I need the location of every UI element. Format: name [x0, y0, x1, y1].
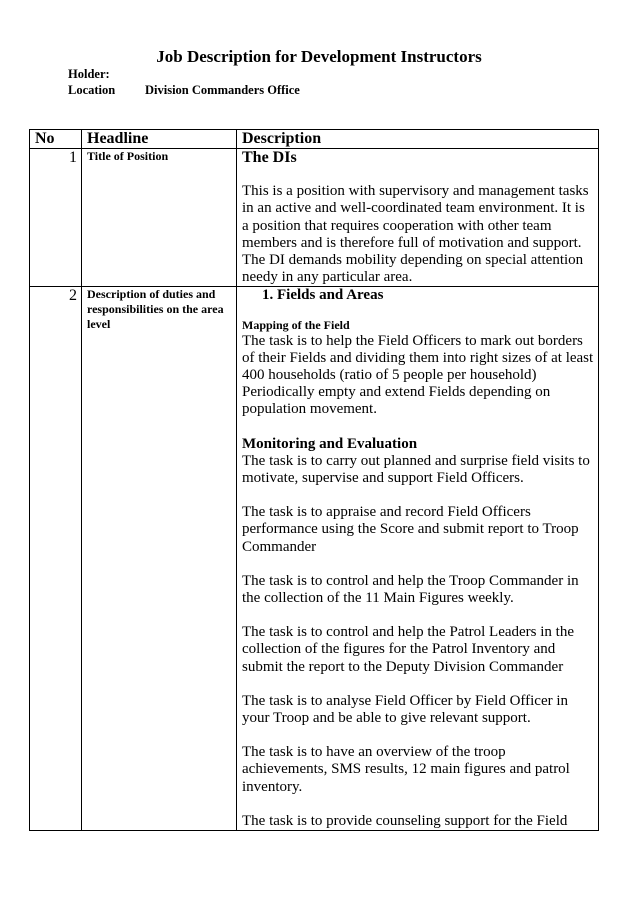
table-row — [30, 149, 599, 287]
column-header-headline: Headline — [82, 130, 237, 149]
row-headline: Title of Position — [82, 149, 237, 287]
row-number: 2 — [30, 287, 82, 831]
row-number: 1 — [30, 149, 82, 287]
position-title: The DIs — [242, 149, 297, 166]
location-label: Location — [68, 83, 116, 97]
row-description — [237, 287, 599, 831]
task-paragraph: The task is to control and help the Patrol Leaders in the collection of the figures for the Patrol Inventory and submit the report to the Deputy Division Commander — [242, 624, 574, 675]
task-paragraph: The task is to appraise and record Field Officers performance using the Score and submit report to Troop Commander — [242, 504, 579, 555]
table-header-row — [30, 130, 599, 149]
mapping-label: Mapping of the Field — [242, 317, 350, 332]
job-description-table — [29, 129, 599, 831]
task-paragraph: The task is to control and help the Troop Commander in the collection of the 11 Main Figures weekly. — [242, 572, 579, 607]
location-row — [68, 83, 300, 98]
location-value: Division Commanders Office — [145, 83, 300, 97]
task-paragraph: The task is to carry out planned and surprise field visits to motivate, supervise and support Field Officers. — [242, 452, 590, 487]
document-title: Job Description for Development Instructors — [156, 47, 482, 66]
row-description — [237, 149, 599, 287]
holder-label: Holder: — [68, 67, 110, 81]
task-paragraph: The task is to provide counseling support for the Field — [242, 812, 568, 829]
row-headline: Description of duties and responsibilities on the area level — [82, 287, 237, 831]
section-heading: 1. Fields and Areas — [262, 287, 384, 304]
table-row — [30, 287, 599, 831]
task-paragraph: The task is to analyse Field Officer by Field Officer in your Troop and be able to give relevant support. — [242, 692, 569, 727]
column-header-no: No — [30, 130, 82, 149]
column-header-description: Description — [237, 130, 599, 149]
mapping-text: The task is to help the Field Officers to mark out borders of their Fields and dividing them into right sizes of at least 400 households (ratio of 5 people per household) Periodically empty and extend Fields depending on population movement. — [242, 332, 594, 418]
task-paragraph: The task is to have an overview of the troop achievements, SMS results, 12 main figures and patrol inventory. — [242, 744, 570, 795]
holder-row — [68, 67, 110, 82]
monitoring-heading: Monitoring and Evaluation — [242, 435, 418, 452]
position-summary: This is a position with supervisory and management tasks in an active and well-coordinated team environment. It is a position that requires cooperation with other team members and is therefore full of motivation and support. The DI demands mobility depending on special attention needy in any particular area. — [242, 183, 589, 286]
